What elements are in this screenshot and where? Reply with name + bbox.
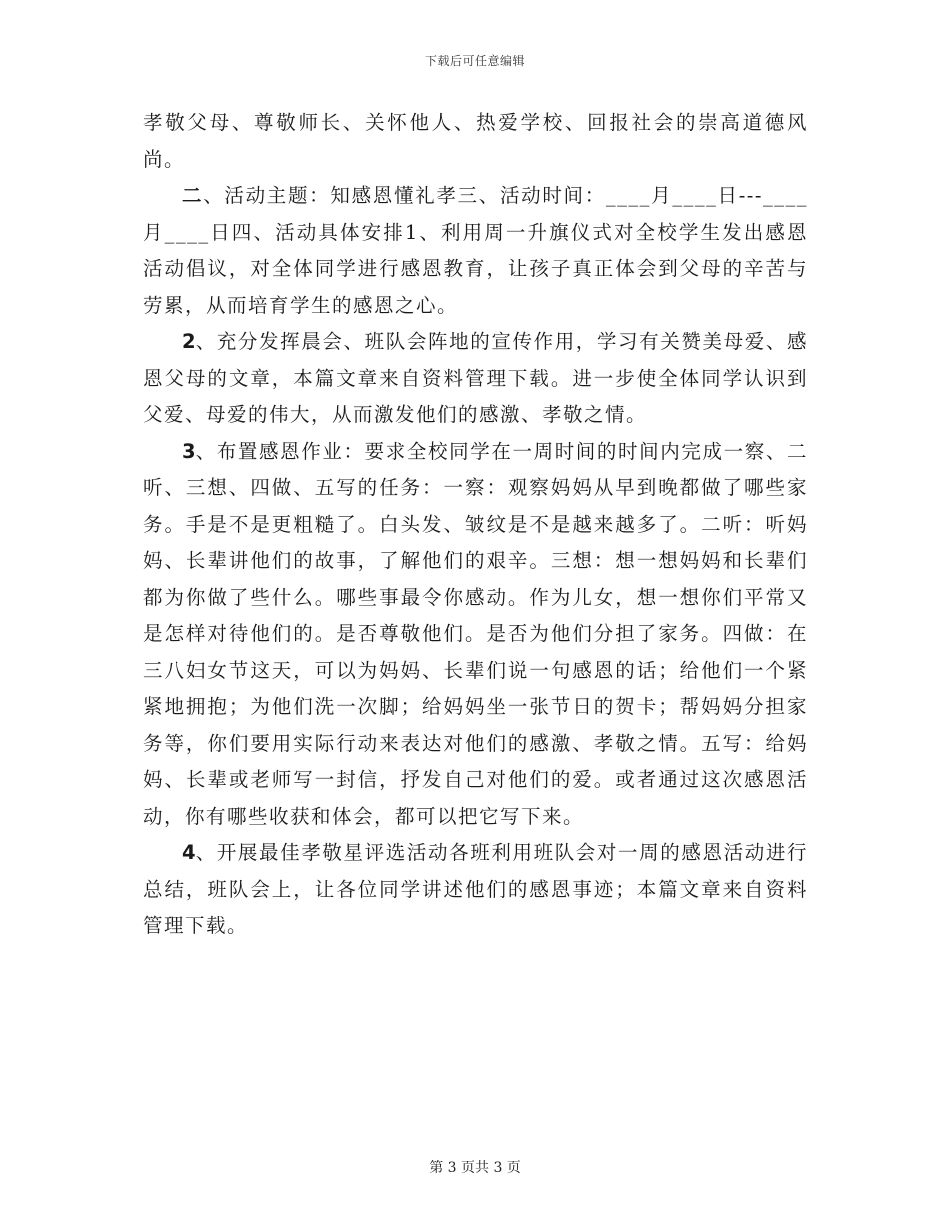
section-number: 二 (182, 184, 204, 207)
paragraph-text: 、活动主题：知感恩懂礼孝三、活动时间：____月____日---____月____日四、活动具体安排1、利用周一升旗仪式对全校学生发出感恩活动倡议，对全体同学进行感恩教育，让孩子真正体会到父母的辛苦与劳累，从而培育学生的感恩之心。 (143, 184, 808, 317)
paragraph-text: 孝敬父母、尊敬师长、关怀他人、热爱学校、回报社会的崇高道德风尚。 (143, 111, 808, 171)
paragraph-text: 、充分发挥晨会、班队会阵地的宣传作用，学习有关赞美母爱、感恩父母的文章，本篇文章来自资料管理下载。进一步使全体同学认识到父爱、母爱的伟大，从而激发他们的感激、孝敬之情。 (143, 330, 808, 426)
document-body (143, 105, 808, 945)
item-number: 2 (182, 330, 196, 353)
page-header: 下载后可任意编辑 (424, 54, 525, 68)
paragraph-item-2 (143, 324, 808, 434)
paragraph-item-4 (143, 835, 808, 945)
paragraph-section-2 (143, 178, 808, 324)
paragraph-text: 、布置感恩作业：要求全校同学在一周时间的时间内完成一察、二听、三想、四做、五写的任务：一察：观察妈妈从早到晚都做了哪些家务。手是不是更粗糙了。白头发、皱纹是不是越来越多了。二听：听妈妈、长辈讲他们的故事，了解他们的艰辛。三想：想一想妈妈和长辈们都为你做了些什么。哪些事最令你感动。作为儿女，想一想你们平常又是怎样对待他们的。是否尊敬他们。是否为他们分担了家务。四做：在三八妇女节这天，可以为妈妈、长辈们说一句感恩的话；给他们一个紧紧地拥抱；为他们洗一次脚；给妈妈坐一张节日的贺卡；帮妈妈分担家务等，你们要用实际行动来表达对他们的感激、孝敬之情。五写：给妈妈、长辈或老师写一封信，抒发自己对他们的爱。或者通过这次感恩活动，你有哪些收获和体会，都可以把它写下来。 (143, 439, 808, 828)
page-footer: 第 3 页共 3 页 (429, 1160, 521, 1176)
paragraph-text: 、开展最佳孝敬星评选活动各班利用班队会对一周的感恩活动进行总结，班队会上，让各位同学讲述他们的感恩事迹；本篇文章来自资料管理下载。 (143, 841, 808, 937)
item-number: 4 (182, 841, 196, 864)
paragraph-item-3 (143, 434, 808, 836)
item-number: 3 (182, 439, 196, 463)
paragraph-intro (143, 105, 808, 178)
